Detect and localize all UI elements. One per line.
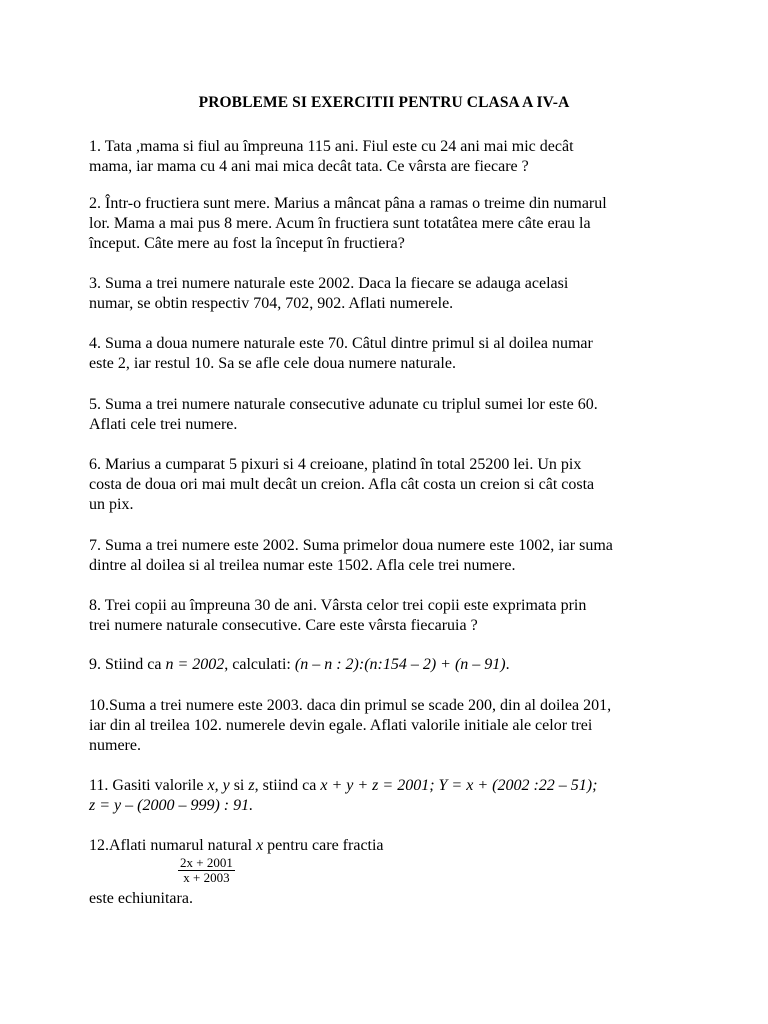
problem-12-suffix: pentru care fractia (263, 837, 384, 854)
problem-7 (89, 536, 689, 576)
problem-11-mid: , stiind ca (254, 777, 321, 794)
problem-line (89, 776, 689, 796)
problem-11-equation-1: x + y + z = 2001; Y = x + (2002 :22 – 51); (320, 777, 598, 794)
problem-10 (89, 696, 689, 756)
problem-line: numar, se obtin respectiv 704, 702, 902. Aflati numerele. (89, 295, 454, 312)
problem-8 (89, 596, 689, 636)
problem-line: 4. Suma a doua numere naturale este 70. Câtul dintre primul si al doilea numar (89, 335, 593, 352)
problem-line: 2. Într-o fructiera sunt mere. Marius a mâncat pâna a ramas o treime din numarul (89, 195, 607, 212)
problem-9-end: . (505, 656, 510, 673)
problem-line (89, 796, 689, 816)
problem-11-vars: x, y (207, 777, 230, 794)
problem-6 (89, 455, 689, 515)
problem-line: iar din al treilea 102. numerele devin egale. Aflati valorile initiale ale celor trei (89, 717, 593, 734)
problem-line: 7. Suma a trei numere este 2002. Suma primelor doua numere este 1002, iar suma (89, 537, 613, 554)
problem-11 (89, 776, 689, 816)
problem-5 (89, 395, 689, 435)
fraction-numerator: 2x + 2001 (180, 855, 233, 870)
problem-4 (89, 334, 689, 374)
problem-line: trei numere naturale consecutive. Care este vârsta fiecaruia ? (89, 617, 478, 634)
problem-line: este 2, iar restul 10. Sa se afle cele doua numere naturale. (89, 355, 456, 372)
problem-9-mid: , calculati: (224, 656, 295, 673)
problem-9-expression: (n – n : 2):(n:154 – 2) + (n – 91) (294, 656, 506, 673)
problem-3 (89, 274, 689, 314)
problem-line: 6. Marius a cumparat 5 pixuri si 4 creioane, platind în total 25200 lei. Un pix (89, 456, 582, 473)
problem-1 (89, 137, 689, 177)
problem-9 (89, 655, 689, 675)
problem-line: un pix. (89, 496, 134, 513)
problem-line (89, 836, 689, 856)
problem-9-prefix: 9. Stiind ca (89, 656, 166, 673)
problem-line: mama, iar mama cu 4 ani mai mica decât tata. Ce vârsta are fiecare ? (89, 158, 529, 175)
problem-line: Aflati cele trei numere. (89, 416, 238, 433)
problem-11-equation-2: z = y – (2000 – 999) : 91. (89, 797, 254, 814)
problem-line: 5. Suma a trei numere naturale consecutive adunate cu triplul sumei lor este 60. (89, 396, 598, 413)
problem-line: este echiunitara. (89, 890, 193, 907)
problem-line: lor. Mama a mai pus 8 mere. Acum în fructiera sunt totatâtea mere câte erau la (89, 215, 591, 232)
fraction (178, 856, 235, 885)
problem-12-var: x (256, 837, 264, 854)
problem-2 (89, 194, 689, 254)
problem-line: numere. (89, 737, 141, 754)
problem-12 (89, 836, 689, 856)
document-title: PROBLEME SI EXERCITII PENTRU CLASA A IV-A (198, 94, 570, 111)
problem-line: 3. Suma a trei numere naturale este 2002. Daca la fiecare se adauga acelasi (89, 275, 569, 292)
problem-line: 1. Tata ,mama si fiul au împreuna 115 ani. Fiul este cu 24 ani mai mic decât (89, 138, 574, 155)
problem-12-prefix: 12.Aflati numarul natural (89, 837, 257, 854)
problem-line: 8. Trei copii au împreuna 30 de ani. Vârsta celor trei copii este exprimata prin (89, 597, 587, 614)
problem-12-conclusion (89, 889, 689, 909)
problem-11-prefix: 11. Gasiti valorile (89, 777, 208, 794)
problem-11-var-z: z (248, 777, 255, 794)
problem-9-given: n = 2002 (165, 656, 225, 673)
problem-line: început. Câte mere au fost la început în fructiera? (89, 235, 405, 252)
problem-line (89, 655, 689, 675)
problem-line: 10.Suma a trei numere este 2003. daca din primul se scade 200, din al doilea 201, (89, 697, 612, 714)
problem-line: costa de doua ori mai mult decât un creion. Afla cât costa un creion si cât costa (89, 476, 595, 493)
fraction-denominator: x + 2003 (183, 870, 230, 885)
problem-line: dintre al doilea si al treilea numar este 1502. Afla cele trei numere. (89, 557, 516, 574)
problem-11-and: si (229, 777, 249, 794)
